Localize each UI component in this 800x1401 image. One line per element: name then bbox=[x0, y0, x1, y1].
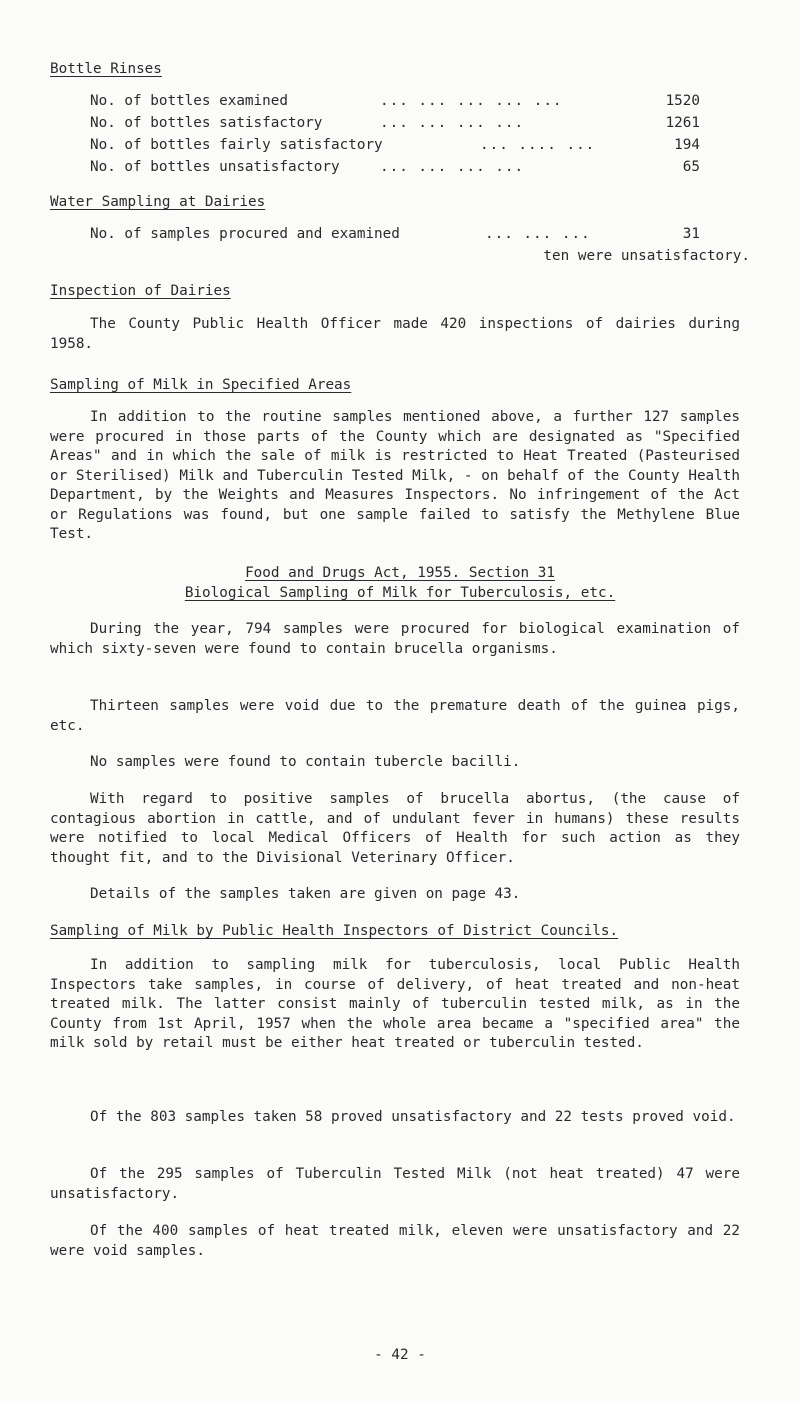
district-heading: Sampling of Milk by Public Health Inspectors of District Councils. bbox=[50, 923, 619, 939]
biological-paragraph bbox=[50, 620, 740, 659]
biological-paragraph bbox=[50, 790, 740, 868]
district-paragraph bbox=[50, 956, 740, 1054]
stat-value: 194 bbox=[674, 137, 700, 153]
specified-areas-heading: Sampling of Milk in Specified Areas bbox=[50, 377, 352, 393]
biological-heading bbox=[0, 584, 800, 604]
biological-heading-text: Biological Sampling of Milk for Tuberculosis, etc. bbox=[184, 585, 616, 601]
paragraph-text: No samples were found to contain tubercle bacilli. bbox=[90, 754, 521, 770]
district-paragraph bbox=[50, 1108, 740, 1128]
biological-paragraph bbox=[50, 885, 740, 905]
stat-label: No. of bottles unsatisfactory bbox=[90, 159, 340, 175]
paragraph-text: Details of the samples taken are given on page 43. bbox=[90, 886, 521, 902]
biological-paragraph bbox=[50, 697, 740, 736]
stat-row bbox=[90, 225, 700, 245]
stat-value: 31 bbox=[682, 226, 700, 242]
stat-value: 1520 bbox=[665, 93, 700, 109]
leader-dots: ... ... ... ... bbox=[380, 115, 525, 131]
inspection-heading: Inspection of Dairies bbox=[50, 283, 231, 299]
stat-row bbox=[90, 136, 700, 156]
district-paragraph bbox=[50, 1222, 740, 1261]
specified-areas-paragraph bbox=[50, 408, 740, 545]
stat-label: No. of samples procured and examined bbox=[90, 226, 400, 242]
inspection-paragraph bbox=[50, 315, 740, 354]
paragraph-text: In addition to sampling milk for tuberculosis, local Public Health Inspectors take samples, in course of delivery, of heat treated and non-heat treated milk. The latter consist mainly of tuberculin tested milk, as in the County from 1st April, 1957 when the whole area became a "specified area" the milk sold by retail must be either heat treated or tuberculin tested. bbox=[50, 957, 740, 1051]
stat-value: 65 bbox=[682, 159, 700, 175]
leader-dots: ... ... ... ... bbox=[380, 159, 525, 175]
act-heading-text: Food and Drugs Act, 1955. Section 31 bbox=[245, 565, 555, 581]
biological-paragraph bbox=[50, 753, 740, 773]
paragraph-text: Of the 400 samples of heat treated milk, eleven were unsatisfactory and 22 were void samples. bbox=[50, 1223, 740, 1259]
stat-row bbox=[90, 158, 700, 178]
paragraph-text: Of the 803 samples taken 58 proved unsatisfactory and 22 tests proved void. bbox=[90, 1109, 736, 1125]
district-paragraph bbox=[50, 1165, 740, 1204]
paragraph-text: With regard to positive samples of brucella abortus, (the cause of contagious abortion in cattle, and of undulant fever in humans) these results were notified to local Medical Officers of Health for such action as they thought fit, and to the Divisional Veterinary Officer. bbox=[50, 791, 740, 866]
stat-label: No. of bottles fairly satisfactory bbox=[90, 137, 383, 153]
bottle-rinses-heading: Bottle Rinses bbox=[50, 61, 162, 77]
stat-label: No. of bottles satisfactory bbox=[90, 115, 323, 131]
stat-row bbox=[90, 92, 700, 112]
paragraph-text: Of the 295 samples of Tuberculin Tested Milk (not heat treated) 47 were unsatisfactory. bbox=[50, 1166, 740, 1202]
paragraph-text: Thirteen samples were void due to the premature death of the guinea pigs, etc. bbox=[50, 698, 740, 734]
paragraph-text: In addition to the routine samples mentioned above, a further 127 samples were procured in those parts of the County which are designated as "Specified Areas" and in which the sale of milk is restricted to Heat Treated (Pasteurised or Sterilised) Milk and Tuberculin Tested Milk, - on behalf of the County Health Department, by the Weights and Measures Inspectors. No infringement of the Act or Regulations was found, but one sample failed to satisfy the Methylene Blue Test. bbox=[50, 409, 740, 542]
stat-label: No. of bottles examined bbox=[90, 93, 288, 109]
leader-dots: ... .... ... bbox=[480, 137, 596, 153]
water-sampling-heading: Water Sampling at Dairies bbox=[50, 194, 266, 210]
leader-dots: ... ... ... bbox=[485, 226, 591, 242]
leader-dots: ... ... ... ... ... bbox=[380, 93, 563, 109]
paragraph-text: The County Public Health Officer made 420 inspections of dairies during 1958. bbox=[50, 316, 740, 352]
water-sampling-note: ten were unsatisfactory. bbox=[543, 248, 750, 264]
page-number: - 42 - bbox=[374, 1347, 426, 1363]
act-heading bbox=[0, 564, 800, 584]
paragraph-text: During the year, 794 samples were procured for biological examination of which sixty-seven were found to contain brucella organisms. bbox=[50, 621, 740, 657]
stat-row bbox=[90, 114, 700, 134]
stat-value: 1261 bbox=[665, 115, 700, 131]
